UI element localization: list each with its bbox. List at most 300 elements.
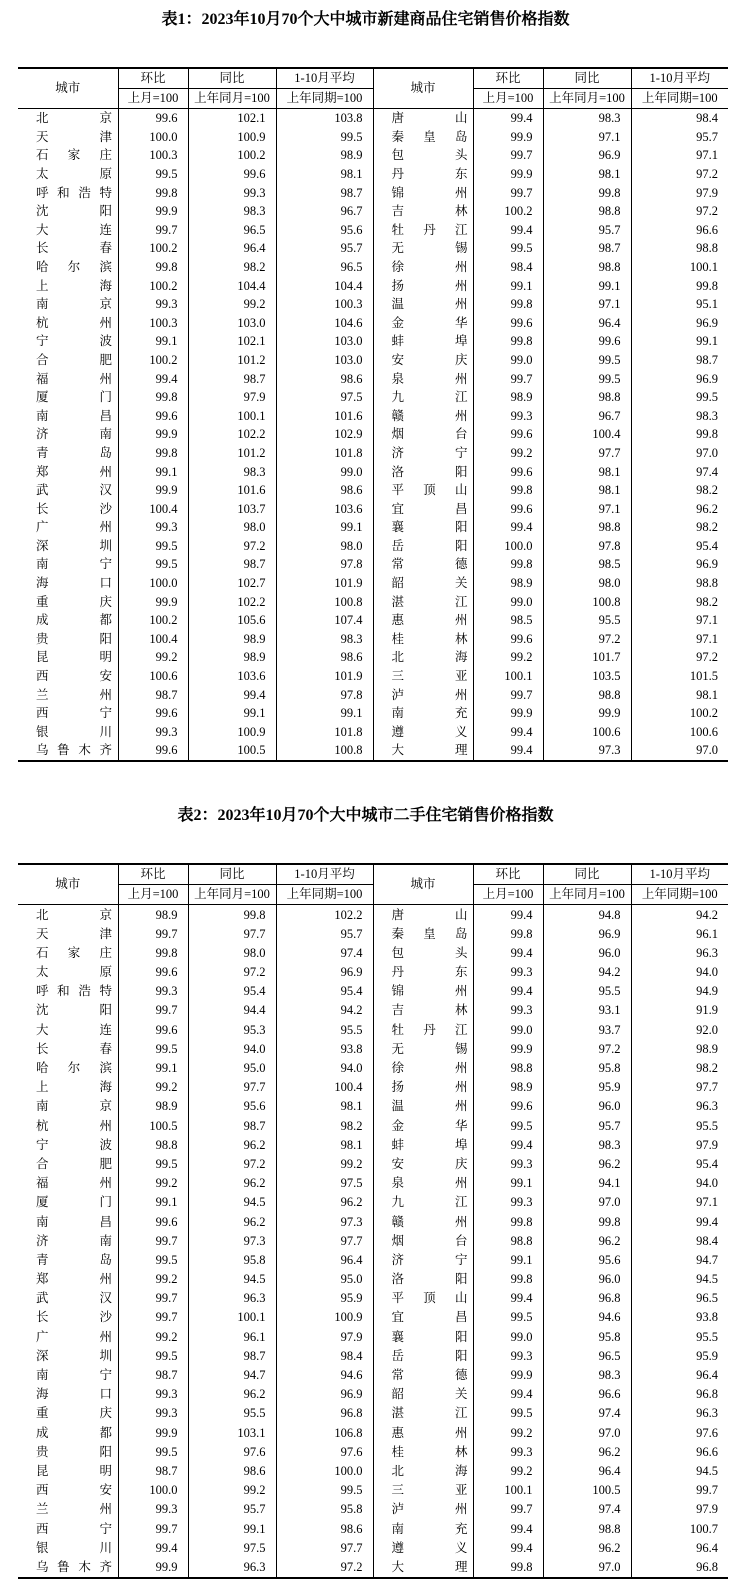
avg-index-value: 98.3	[696, 408, 718, 423]
city-name-cell	[373, 574, 473, 593]
yoy-index-value: 98.9	[188, 630, 276, 649]
city-name-cell	[373, 518, 473, 537]
table-row	[18, 1212, 728, 1231]
table-row	[18, 1538, 728, 1557]
city-name: 无 锡	[391, 1041, 468, 1056]
mom-index-value: 98.7	[118, 686, 188, 705]
column-header-yoy: 同比	[188, 864, 276, 885]
yoy-index-value: 97.2	[188, 537, 276, 556]
city-name-cell	[18, 1558, 118, 1578]
table-row	[18, 332, 728, 351]
city-name: 南 京	[36, 1099, 112, 1114]
mom-index-value: 99.6	[118, 109, 188, 128]
yoy-index-value: 103.5	[543, 667, 631, 686]
yoy-index-value: 97.0	[543, 1558, 631, 1578]
column-header-avg: 1-10月平均	[276, 68, 373, 89]
mom-index-value: 100.2	[473, 202, 543, 221]
avg-index-value: 99.1	[696, 334, 718, 349]
mom-index-value: 99.7	[473, 686, 543, 705]
mom-index-value: 99.9	[118, 202, 188, 221]
city-name: 合 肥	[36, 1156, 112, 1171]
yoy-index-value: 95.8	[543, 1327, 631, 1346]
city-name-cell	[18, 686, 118, 705]
table-row	[18, 1462, 728, 1481]
city-name: 无 锡	[391, 241, 468, 256]
city-name: 沈 阳	[36, 1003, 112, 1018]
city-name: 上 海	[36, 278, 112, 293]
city-name-cell	[18, 1500, 118, 1519]
city-name: 沈 阳	[36, 204, 112, 219]
mom-index-value: 99.8	[118, 388, 188, 407]
yoy-index-value: 99.1	[188, 1519, 276, 1538]
city-name-cell	[373, 741, 473, 761]
city-name: 宜 昌	[391, 1310, 468, 1325]
table-row	[18, 944, 728, 963]
table-row	[18, 1327, 728, 1346]
city-name-cell	[373, 221, 473, 240]
avg-index-value: 101.9	[276, 574, 373, 593]
city-name: 南 宁	[36, 557, 112, 572]
table-row	[18, 1442, 728, 1461]
yoy-index-value: 100.1	[188, 407, 276, 426]
table-row	[18, 924, 728, 943]
avg-index-value: 99.1	[276, 518, 373, 537]
city-name-cell	[18, 1404, 118, 1423]
yoy-index-value: 97.2	[188, 963, 276, 982]
mom-index-value: 99.4	[473, 1519, 543, 1538]
city-name-cell	[373, 500, 473, 519]
city-name-cell	[373, 1442, 473, 1461]
mom-index-value: 99.5	[473, 1116, 543, 1135]
yoy-index-value: 97.7	[188, 924, 276, 943]
mom-index-value: 99.0	[473, 1327, 543, 1346]
city-name: 长 沙	[36, 1310, 112, 1325]
avg-index-value: 96.8	[276, 1404, 373, 1423]
city-name: 贵 阳	[36, 1444, 112, 1459]
yoy-index-value: 94.0	[188, 1039, 276, 1058]
city-name: 徐 州	[391, 1061, 468, 1075]
mom-index-value: 99.8	[473, 1558, 543, 1578]
avg-index-value: 98.7	[276, 184, 373, 203]
yoy-index-value: 97.2	[543, 630, 631, 649]
yoy-index-value: 98.3	[188, 462, 276, 481]
table-row	[18, 982, 728, 1001]
avg-index-value: 98.6	[276, 370, 373, 389]
yoy-index-value: 97.2	[188, 1155, 276, 1174]
mom-index-value: 99.4	[473, 741, 543, 761]
table-row	[18, 1308, 728, 1327]
yoy-index-value: 96.4	[188, 239, 276, 258]
avg-index-value: 95.6	[276, 221, 373, 240]
mom-index-value: 99.5	[473, 1404, 543, 1423]
mom-index-value: 99.4	[473, 905, 543, 925]
city-name-cell	[373, 1404, 473, 1423]
yoy-index-value: 97.2	[543, 1039, 631, 1058]
table-row	[18, 221, 728, 240]
yoy-index-value: 102.2	[188, 593, 276, 612]
avg-index-value: 103.8	[276, 109, 373, 128]
yoy-index-value: 96.4	[543, 314, 631, 333]
city-name-cell	[373, 1135, 473, 1154]
city-name: 哈 尔 滨	[36, 259, 112, 274]
city-name-cell	[373, 165, 473, 184]
city-name: 长 沙	[36, 501, 112, 516]
city-name-cell	[18, 704, 118, 723]
city-name-cell	[373, 407, 473, 426]
table-row	[18, 109, 728, 128]
mom-index-value: 99.3	[473, 1193, 543, 1212]
avg-index-value: 98.2	[276, 1116, 373, 1135]
mom-index-value: 100.5	[118, 1116, 188, 1135]
mom-index-value: 99.8	[473, 555, 543, 574]
yoy-index-value: 96.8	[543, 1289, 631, 1308]
city-name-cell	[373, 202, 473, 221]
mom-index-value: 99.7	[473, 1500, 543, 1519]
mom-index-value: 99.6	[118, 1020, 188, 1039]
yoy-index-value: 98.8	[543, 388, 631, 407]
city-name: 泉 州	[391, 371, 468, 386]
city-name: 吉 林	[391, 1003, 468, 1018]
yoy-index-value: 97.0	[543, 1193, 631, 1212]
yoy-index-value: 97.1	[543, 295, 631, 314]
city-name-cell	[373, 686, 473, 705]
yoy-index-value: 98.9	[188, 648, 276, 667]
mom-index-value: 99.5	[473, 239, 543, 258]
mom-index-value: 99.6	[118, 741, 188, 761]
table-row	[18, 686, 728, 705]
yoy-index-value: 95.3	[188, 1020, 276, 1039]
mom-index-value: 99.2	[118, 1078, 188, 1097]
city-name-cell	[18, 1366, 118, 1385]
city-name: 秦 皇 岛	[391, 129, 468, 144]
yoy-index-value: 101.2	[188, 444, 276, 463]
mom-index-value: 100.1	[473, 667, 543, 686]
city-name-cell	[18, 295, 118, 314]
city-name: 锦 州	[391, 185, 468, 200]
city-name: 牡 丹 江	[391, 222, 468, 237]
city-name-cell	[373, 277, 473, 296]
mom-index-value: 99.2	[118, 1174, 188, 1193]
mom-index-value: 100.3	[118, 314, 188, 333]
city-name-cell	[18, 574, 118, 593]
yoy-index-value: 95.5	[188, 1404, 276, 1423]
avg-index-value: 98.9	[696, 1041, 718, 1056]
city-name-cell	[373, 239, 473, 258]
mom-index-value: 100.3	[118, 146, 188, 165]
mom-index-value: 99.4	[473, 109, 543, 128]
city-name: 丹 东	[391, 167, 468, 182]
city-name: 合 肥	[36, 352, 112, 367]
mom-index-value: 99.8	[473, 1270, 543, 1289]
mom-index-value: 99.3	[118, 1404, 188, 1423]
mom-index-value: 98.5	[473, 611, 543, 630]
yoy-index-value: 98.1	[543, 481, 631, 500]
yoy-index-value: 102.7	[188, 574, 276, 593]
avg-index-value: 100.3	[276, 295, 373, 314]
city-name: 重 庆	[36, 594, 112, 609]
yoy-index-value: 97.6	[188, 1442, 276, 1461]
yoy-index-value: 99.5	[543, 351, 631, 370]
yoy-index-value: 96.3	[188, 1289, 276, 1308]
mom-index-value: 100.2	[118, 277, 188, 296]
mom-index-value: 100.2	[118, 239, 188, 258]
avg-index-value: 98.2	[696, 483, 718, 498]
table-row	[18, 1289, 728, 1308]
yoy-index-value: 97.3	[188, 1231, 276, 1250]
table-row	[18, 574, 728, 593]
city-name: 宁 波	[36, 334, 112, 349]
column-header-mom: 环比	[473, 864, 543, 885]
city-name-cell	[373, 1481, 473, 1500]
mom-index-value: 100.0	[473, 537, 543, 556]
mom-index-value: 99.3	[473, 1001, 543, 1020]
yoy-index-value: 103.7	[188, 500, 276, 519]
city-name: 烟 台	[391, 1233, 468, 1248]
mom-index-value: 99.6	[473, 500, 543, 519]
yoy-index-value: 97.8	[543, 537, 631, 556]
city-name-cell	[18, 1385, 118, 1404]
avg-index-value: 99.5	[276, 1481, 373, 1500]
city-name: 成 都	[36, 613, 112, 628]
city-name-cell	[373, 611, 473, 630]
table-row	[18, 1097, 728, 1116]
city-name: 太 原	[36, 167, 112, 182]
city-name: 秦 皇 岛	[391, 926, 468, 941]
city-name: 济 宁	[391, 1252, 468, 1267]
avg-index-value: 100.1	[689, 259, 718, 274]
mom-index-value: 99.4	[473, 723, 543, 742]
mom-index-value: 99.3	[118, 1500, 188, 1519]
yoy-index-value: 97.0	[543, 1423, 631, 1442]
city-name: 温 州	[391, 1099, 468, 1114]
avg-index-value: 94.7	[696, 1252, 718, 1267]
yoy-index-value: 96.2	[543, 1442, 631, 1461]
city-name: 昆 明	[36, 1463, 112, 1478]
avg-index-value: 97.1	[696, 631, 718, 646]
column-subheader-mom-base: 上月=100	[473, 89, 543, 109]
avg-index-value: 94.2	[276, 1001, 373, 1020]
city-name-cell	[18, 1270, 118, 1289]
mom-index-value: 99.3	[118, 723, 188, 742]
yoy-index-value: 97.5	[188, 1538, 276, 1557]
city-name: 烟 台	[391, 427, 468, 442]
yoy-index-value: 96.9	[543, 924, 631, 943]
column-subheader-mom-base: 上月=100	[118, 885, 188, 905]
yoy-index-value: 97.1	[543, 500, 631, 519]
yoy-index-value: 98.7	[188, 370, 276, 389]
mom-index-value: 99.2	[473, 1423, 543, 1442]
city-name-cell	[18, 1423, 118, 1442]
city-name: 太 原	[36, 965, 112, 980]
mom-index-value: 99.5	[473, 1308, 543, 1327]
city-name: 哈 尔 滨	[36, 1061, 112, 1075]
city-name-cell	[18, 555, 118, 574]
yoy-index-value: 95.0	[188, 1059, 276, 1078]
city-name-cell	[373, 462, 473, 481]
mom-index-value: 99.9	[118, 425, 188, 444]
yoy-index-value: 96.4	[543, 1462, 631, 1481]
avg-index-value: 98.2	[696, 520, 718, 535]
mom-index-value: 99.1	[473, 277, 543, 296]
avg-index-value: 95.4	[696, 538, 718, 553]
mom-index-value: 99.7	[118, 1001, 188, 1020]
yoy-index-value: 101.2	[188, 351, 276, 370]
mom-index-value: 99.7	[118, 1308, 188, 1327]
city-name-cell	[373, 905, 473, 925]
city-name: 泸 州	[391, 1502, 468, 1517]
city-name: 厦 门	[36, 1195, 112, 1210]
yoy-index-value: 100.6	[543, 723, 631, 742]
yoy-index-value: 98.1	[543, 165, 631, 184]
column-subheader-yoy-base: 上年同月=100	[543, 89, 631, 109]
avg-index-value: 97.9	[696, 185, 718, 200]
city-name: 长 春	[36, 241, 112, 256]
table-row	[18, 202, 728, 221]
yoy-index-value: 99.8	[543, 1212, 631, 1231]
city-name: 唐 山	[391, 111, 468, 126]
yoy-index-value: 96.2	[543, 1538, 631, 1557]
yoy-index-value: 99.1	[188, 704, 276, 723]
city-name-cell	[18, 667, 118, 686]
city-name-cell	[373, 1308, 473, 1327]
avg-index-value: 98.9	[276, 146, 373, 165]
column-subheader-avg-base: 上年同期=100	[631, 89, 728, 109]
city-name: 海 口	[36, 576, 112, 591]
avg-index-value: 96.5	[276, 258, 373, 277]
city-name: 福 州	[36, 1176, 112, 1191]
city-name: 襄 阳	[391, 520, 468, 535]
yoy-index-value: 96.0	[543, 1270, 631, 1289]
city-name-cell	[373, 944, 473, 963]
mom-index-value: 100.4	[118, 630, 188, 649]
avg-index-value: 101.8	[276, 723, 373, 742]
avg-index-value: 96.2	[696, 501, 718, 516]
city-name-cell	[18, 146, 118, 165]
avg-index-value: 98.2	[696, 594, 718, 609]
mom-index-value: 99.4	[473, 1135, 543, 1154]
city-name-cell	[373, 425, 473, 444]
table-row	[18, 1231, 728, 1250]
city-name-cell	[373, 1346, 473, 1365]
avg-index-value: 94.0	[276, 1059, 373, 1078]
table-row	[18, 407, 728, 426]
avg-index-value: 98.4	[696, 111, 718, 126]
city-name: 广 州	[36, 520, 112, 535]
city-name-cell	[18, 1097, 118, 1116]
city-name-cell	[18, 258, 118, 277]
city-name-cell	[18, 388, 118, 407]
table-row	[18, 1270, 728, 1289]
mom-index-value: 99.7	[118, 1231, 188, 1250]
yoy-index-value: 98.8	[543, 518, 631, 537]
avg-index-value: 102.9	[276, 425, 373, 444]
avg-index-value: 104.6	[276, 314, 373, 333]
table-row	[18, 258, 728, 277]
avg-index-value: 97.7	[276, 1538, 373, 1557]
city-name: 郑 州	[36, 1272, 112, 1287]
city-name-cell	[18, 648, 118, 667]
city-name: 乌 鲁 木 齐	[36, 743, 112, 758]
column-header-city: 城市	[18, 68, 118, 109]
mom-index-value: 98.8	[118, 1135, 188, 1154]
mom-index-value: 99.8	[118, 258, 188, 277]
city-name: 北 京	[36, 111, 112, 126]
city-name: 九 江	[391, 390, 468, 405]
yoy-index-value: 94.1	[543, 1174, 631, 1193]
table-row	[18, 1039, 728, 1058]
yoy-index-value: 96.0	[543, 1097, 631, 1116]
city-name: 牡 丹 江	[391, 1022, 468, 1037]
city-name: 赣 州	[391, 1214, 468, 1229]
avg-index-value: 95.9	[276, 1289, 373, 1308]
city-name-cell	[373, 1059, 473, 1078]
column-subheader-yoy-base: 上年同月=100	[543, 885, 631, 905]
yoy-index-value: 97.4	[543, 1404, 631, 1423]
city-name-cell	[373, 704, 473, 723]
city-name: 岳 阳	[391, 538, 468, 553]
city-name-cell	[373, 184, 473, 203]
avg-index-value: 100.4	[276, 1078, 373, 1097]
yoy-index-value: 95.7	[543, 221, 631, 240]
city-name: 洛 阳	[391, 1272, 468, 1287]
avg-index-value: 95.7	[696, 129, 718, 144]
yoy-index-value: 103.1	[188, 1423, 276, 1442]
avg-index-value: 96.9	[696, 557, 718, 572]
city-name-cell	[18, 1039, 118, 1058]
avg-index-value: 96.2	[276, 1193, 373, 1212]
avg-index-value: 95.9	[696, 1348, 718, 1363]
city-name: 岳 阳	[391, 1348, 468, 1363]
mom-index-value: 98.7	[118, 1462, 188, 1481]
avg-index-value: 94.5	[696, 1272, 718, 1287]
yoy-index-value: 99.6	[543, 332, 631, 351]
yoy-index-value: 101.7	[543, 648, 631, 667]
city-name: 杭 州	[36, 315, 112, 330]
city-name-cell	[373, 555, 473, 574]
city-name-cell	[18, 1251, 118, 1270]
yoy-index-value: 96.7	[543, 407, 631, 426]
mom-index-value: 99.8	[118, 184, 188, 203]
yoy-index-value: 105.6	[188, 611, 276, 630]
avg-index-value: 97.9	[696, 1137, 718, 1152]
city-name: 济 宁	[391, 445, 468, 460]
yoy-index-value: 99.2	[188, 1481, 276, 1500]
city-name: 桂 林	[391, 1444, 468, 1459]
avg-index-value: 98.3	[276, 630, 373, 649]
city-name: 湛 江	[391, 1406, 468, 1421]
column-header-city: 城市	[373, 864, 473, 905]
avg-index-value: 98.2	[696, 1061, 718, 1075]
mom-index-value: 99.2	[118, 1327, 188, 1346]
mom-index-value: 98.8	[473, 1231, 543, 1250]
mom-index-value: 99.4	[473, 1289, 543, 1308]
avg-index-value: 100.0	[276, 1462, 373, 1481]
yoy-index-value: 98.8	[543, 258, 631, 277]
city-name: 南 昌	[36, 1214, 112, 1229]
yoy-index-value: 95.9	[543, 1078, 631, 1097]
table-row	[18, 630, 728, 649]
city-name-cell	[18, 500, 118, 519]
mom-index-value: 99.5	[118, 1442, 188, 1461]
avg-index-value: 100.2	[689, 706, 718, 721]
avg-index-value: 98.6	[276, 481, 373, 500]
city-name-cell	[18, 202, 118, 221]
avg-index-value: 100.7	[689, 1521, 718, 1536]
mom-index-value: 99.5	[118, 555, 188, 574]
city-name-cell	[373, 537, 473, 556]
city-name-cell	[18, 518, 118, 537]
yoy-index-value: 95.6	[543, 1251, 631, 1270]
